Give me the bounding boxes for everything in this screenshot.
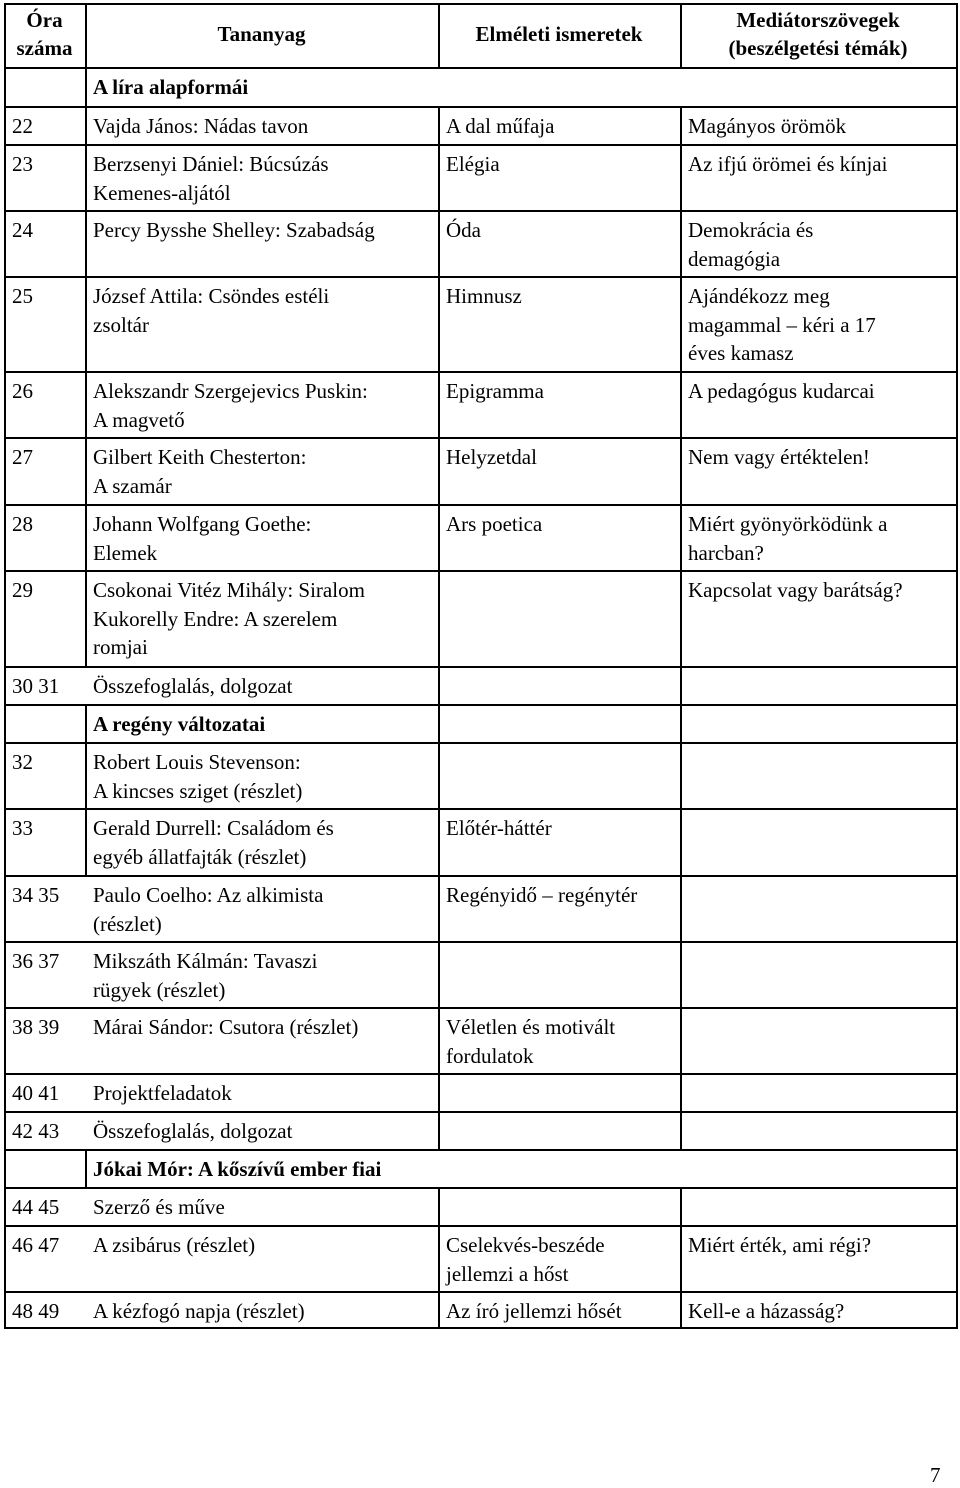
theory-line: Ars poetica [446, 512, 543, 536]
column-divider [438, 371, 440, 437]
topic-line: Mikszáth Kálmán: Tavaszi [93, 949, 318, 973]
mediator-line: A pedagógus kudarcai [688, 379, 875, 403]
page-number: 7 [930, 1463, 941, 1487]
row-divider [4, 1149, 958, 1151]
mediator-line: Nem vagy értéktelen! [688, 445, 870, 469]
mediator-line: Ajándékozz meg [688, 284, 830, 308]
theory-line: Himnusz [446, 284, 522, 308]
column-divider [438, 875, 440, 941]
theory-line: jellemzi a hőst [446, 1261, 569, 1286]
row-divider [4, 1007, 958, 1009]
lesson-number: 36 37 [12, 949, 60, 973]
topic-line: egyéb állatfajták (részlet) [93, 844, 307, 869]
column-divider [680, 875, 682, 941]
lesson-number: 24 [12, 218, 33, 242]
column-divider [438, 210, 440, 276]
column-divider [85, 210, 87, 276]
topic-line: romjai [93, 635, 148, 659]
theory-line: A dal műfaja [446, 114, 555, 138]
mediator-line: Az ifjú örömei és kínjai [688, 152, 888, 176]
topic-line: rügyek (részlet) [93, 977, 226, 1002]
topic-line: Robert Louis Stevenson: [93, 750, 301, 774]
lesson-number: 26 [12, 379, 33, 403]
column-divider [85, 67, 87, 106]
row-divider [4, 210, 958, 212]
lesson-number: 40 41 [12, 1081, 60, 1105]
theory-line: Cselekvés-beszéde [446, 1233, 605, 1257]
column-divider [680, 210, 682, 276]
header-cell-number: száma [16, 36, 73, 60]
column-divider [438, 1073, 440, 1111]
column-divider [438, 504, 440, 570]
column-divider [438, 570, 440, 666]
column-divider [438, 276, 440, 371]
column-divider [438, 144, 440, 210]
topic-line: Szerző és műve [93, 1195, 225, 1219]
lesson-number: 30 31 [12, 674, 60, 698]
header-divider [4, 67, 958, 69]
header-cell-mediator: (beszélgetési témák) [728, 36, 908, 60]
column-divider [680, 808, 682, 875]
row-divider [4, 1225, 958, 1227]
column-divider [438, 1007, 440, 1073]
lesson-number: 48 49 [12, 1299, 60, 1323]
lesson-number: 27 [12, 445, 33, 469]
theory-line: Az író jellemzi hősét [446, 1299, 622, 1323]
topic-line: Johann Wolfgang Goethe: [93, 512, 312, 536]
row-divider [4, 875, 958, 877]
column-divider [85, 144, 87, 210]
column-divider [438, 1111, 440, 1149]
topic-line: Paulo Coelho: Az alkimista [93, 883, 324, 907]
column-divider [438, 808, 440, 875]
column-divider [438, 1225, 440, 1291]
column-divider [85, 808, 87, 875]
column-divider [680, 1007, 682, 1073]
table-border-top [4, 3, 958, 5]
lesson-number: 25 [12, 284, 33, 308]
row-divider [4, 742, 958, 744]
lesson-number: 22 [12, 114, 33, 138]
lesson-number: 32 [12, 750, 33, 774]
topic-line: József Attila: Csöndes estéli [93, 284, 330, 308]
mediator-line: éves kamasz [688, 341, 794, 365]
column-divider [438, 437, 440, 504]
topic-line: zsoltár [93, 312, 149, 337]
theory-line: Regényidő – regénytér [446, 883, 638, 907]
column-divider [438, 666, 440, 704]
mediator-line: magammal – kéri a 17 [688, 312, 876, 337]
column-divider [680, 276, 682, 371]
theory-line: Előtér-háttér [446, 816, 552, 840]
section-title-jokai: Jókai Mór: A kőszívű ember fiai [93, 1157, 382, 1181]
mediator-line: Kapcsolat vagy barátság? [688, 578, 903, 602]
column-divider [85, 504, 87, 570]
column-divider [85, 742, 87, 808]
row-divider [4, 1291, 958, 1293]
row-divider [4, 1073, 958, 1075]
topic-line: Összefoglalás, dolgozat [93, 1119, 293, 1143]
lesson-number: 29 [12, 578, 33, 602]
topic-line: Csokonai Vitéz Mihály: Siralom [93, 578, 365, 602]
row-divider [4, 504, 958, 506]
topic-line: Elemek [93, 540, 158, 565]
topic-line: Gerald Durrell: Családom és [93, 816, 334, 840]
header-cell-mediator: Mediátorszövegek [736, 8, 900, 32]
topic-line: Kukorelly Endre: A szerelem [93, 606, 338, 631]
topic-line: Összefoglalás, dolgozat [93, 674, 293, 698]
column-divider [438, 106, 440, 144]
row-divider [4, 437, 958, 439]
theory-line: Óda [446, 218, 481, 242]
header-cell-number: Óra [26, 8, 63, 32]
column-divider [85, 570, 87, 666]
lesson-number: 23 [12, 152, 33, 176]
row-divider [4, 371, 958, 373]
mediator-line: harcban? [688, 540, 764, 565]
lesson-number: 33 [12, 816, 33, 840]
header-cell-theory: Elméleti ismeretek [475, 22, 643, 46]
column-divider [680, 106, 682, 144]
lesson-number: 34 35 [12, 883, 60, 907]
lesson-number: 44 45 [12, 1195, 60, 1219]
column-divider [680, 570, 682, 666]
topic-line: A kincses sziget (részlet) [93, 778, 303, 803]
section-title-novel: A regény változatai [93, 712, 266, 736]
lesson-number: 28 [12, 512, 33, 536]
topic-line: Gilbert Keith Chesterton: [93, 445, 307, 469]
topic-line: Percy Bysshe Shelley: Szabadság [93, 218, 375, 242]
row-divider [4, 808, 958, 810]
theory-line: Helyzetdal [446, 445, 537, 469]
topic-line: Kemenes-aljától [93, 180, 231, 205]
mediator-line: Miért gyönyörködünk a [688, 512, 888, 536]
lesson-number: 38 39 [12, 1015, 60, 1039]
column-divider [85, 276, 87, 371]
topic-line: Alekszandr Szergejevics Puskin: [93, 379, 368, 403]
column-divider [680, 742, 682, 808]
column-divider [680, 371, 682, 437]
column-divider [680, 704, 682, 742]
column-divider [680, 941, 682, 1007]
topic-line: Márai Sándor: Csutora (részlet) [93, 1015, 359, 1039]
column-divider [438, 704, 440, 742]
theory-line: fordulatok [446, 1043, 534, 1068]
row-divider [4, 570, 958, 572]
topic-line: Vajda János: Nádas tavon [93, 114, 309, 138]
mediator-line: Magányos örömök [688, 114, 847, 138]
row-divider [4, 1187, 958, 1189]
column-divider [680, 1073, 682, 1111]
topic-line: Berzsenyi Dániel: Búcsúzás [93, 152, 329, 176]
row-divider [4, 144, 958, 146]
theory-line: Véletlen és motivált [446, 1015, 616, 1039]
column-divider [680, 437, 682, 504]
header-cell-topic: Tananyag [217, 22, 306, 46]
row-divider [4, 276, 958, 278]
column-divider [680, 666, 682, 704]
mediator-line: demagógia [688, 246, 781, 271]
topic-line: A zsibárus (részlet) [93, 1233, 256, 1257]
row-divider [4, 941, 958, 943]
column-divider [680, 1187, 682, 1225]
lesson-number: 42 43 [12, 1119, 60, 1143]
column-divider [680, 504, 682, 570]
section-title-lyric: A líra alapformái [93, 75, 249, 99]
topic-line: Projektfeladatok [93, 1081, 232, 1105]
column-divider [85, 371, 87, 437]
column-divider [438, 742, 440, 808]
mediator-line: Demokrácia és [688, 218, 814, 242]
column-divider [438, 941, 440, 1007]
topic-line: (részlet) [93, 911, 162, 936]
row-divider [4, 1111, 958, 1113]
theory-line: Elégia [446, 152, 500, 176]
column-divider [680, 1291, 682, 1328]
column-divider [85, 704, 87, 742]
row-divider [4, 666, 958, 668]
mediator-line: Miért érték, ami régi? [688, 1233, 872, 1257]
column-divider [680, 1225, 682, 1291]
topic-line: A kézfogó napja (részlet) [93, 1299, 305, 1323]
column-divider [438, 1291, 440, 1328]
row-divider [4, 106, 958, 108]
table-border-bottom [4, 1327, 958, 1329]
column-divider [680, 1111, 682, 1149]
column-divider [85, 1149, 87, 1187]
topic-line: A magvető [93, 407, 185, 432]
row-divider [4, 704, 958, 706]
theory-line: Epigramma [446, 379, 544, 403]
topic-line: A szamár [93, 473, 172, 498]
column-divider [438, 1187, 440, 1225]
column-divider [85, 437, 87, 504]
column-divider [85, 106, 87, 144]
column-divider [680, 144, 682, 210]
mediator-line: Kell-e a házasság? [688, 1299, 845, 1323]
lesson-number: 46 47 [12, 1233, 60, 1257]
